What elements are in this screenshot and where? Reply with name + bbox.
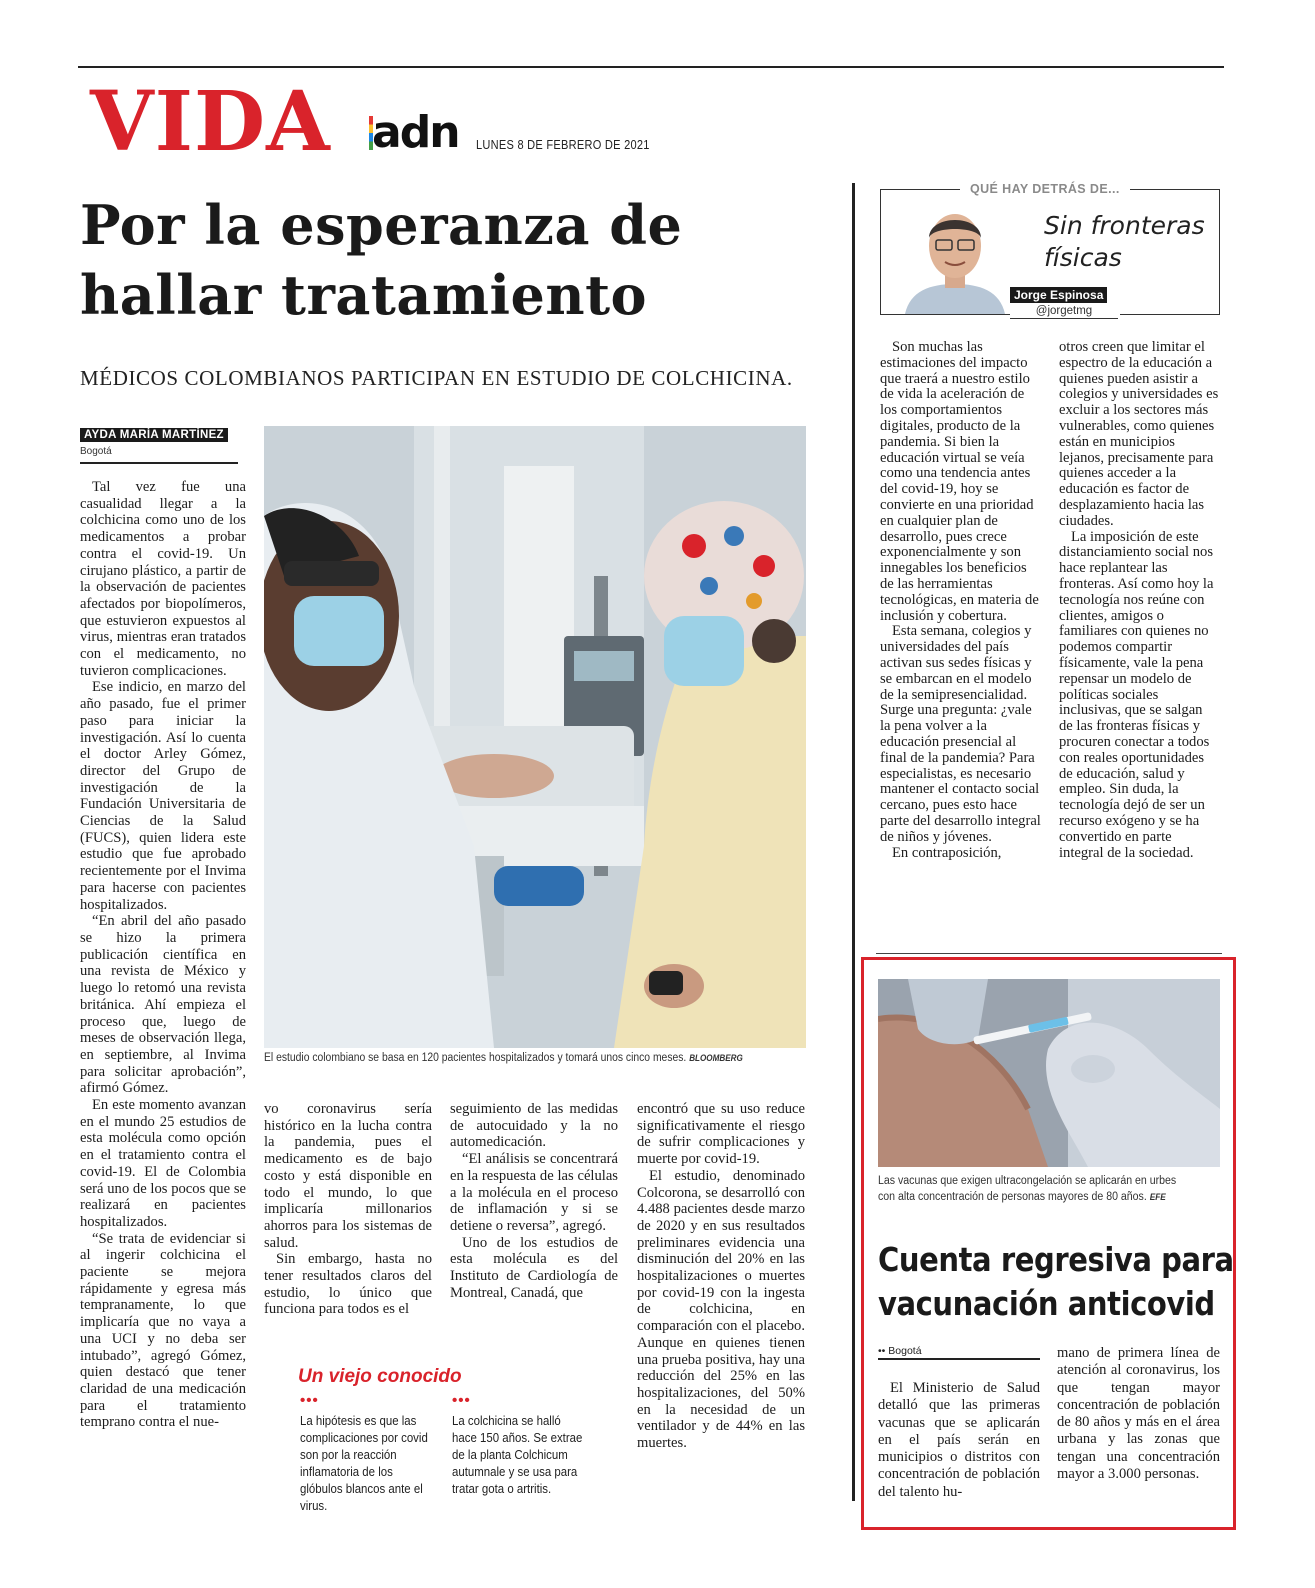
brief-headline-line-2: vacunación anticovid: [878, 1284, 1215, 1323]
paragraph: encontró que su uso reduce significativamente el riesgo de sufrir complicaciones y muerte por covid-19.: [637, 1101, 805, 1168]
brief-city: Bogotá: [888, 1345, 922, 1357]
brief-column-1: [878, 1380, 1040, 1501]
article-column-3: [450, 1101, 618, 1301]
bullet-dots: •••: [300, 1392, 319, 1409]
paragraph: “Se trata de evidenciar si al ingerir colchicina el paciente se mejora rápidamente y egresa más tempranamente, lo que implicaría que no vaya a una UCI y no deba ser intubado”, agregó Gómez, quien destacó que tener claridad de una medicación para el tratamiento temprano contra el nue-: [80, 1230, 246, 1431]
paragraph: seguimiento de las medidas de autocuidado y la no automedicación.: [450, 1101, 618, 1151]
paragraph: otros creen que limitar el espectro de la educación a quienes pueden asistir a colegios y universidades es excluir a los sectores más vulnerables, como quienes están en municipios lejanos, precisamente para quienes acceder a la educación es factor de desplazamiento hacia las ciudades.: [1059, 339, 1219, 529]
columnist-handle: @jorgetmg: [1010, 305, 1118, 319]
article-column-1: [80, 479, 246, 1431]
photo-caption-text: El estudio colombiano se basa en 120 pacientes hospitalizados y tomará unos cinco meses.: [264, 1052, 687, 1064]
sidebar-fact-2: La colchicina se halló hace 150 años. Se extrae de la planta Colchicum autumnale y se usa para tratar gota o artritis.: [452, 1413, 583, 1496]
author-byline: AYDA MARÍA MARTÍNEZ: [80, 428, 228, 442]
brief-headline: [878, 1238, 1234, 1326]
brief-column-2: [1057, 1345, 1220, 1483]
article-column-4: [637, 1101, 805, 1452]
paragraph: En contraposición,: [892, 844, 1002, 861]
opinion-box-border: [1120, 314, 1220, 315]
brand-logo: adn: [372, 107, 459, 158]
paragraph: Ese indicio, en marzo del año pasado, fue el primer paso para iniciar la investigación. Así lo cuenta el doctor Arley Gómez, director del Grupo de investigación de la Fundación Universitaria de Ciencias de la Salud (FUCS), quien lidera este estudio que fue aprobado recientemente por el Invima para hacerse con pacientes hospitalizados.: [80, 679, 246, 913]
article-column-2: [264, 1101, 432, 1318]
article-photo: [264, 426, 806, 1048]
article-headline: [80, 190, 840, 330]
hospital-scene-illustration: [264, 426, 806, 1048]
opinion-kicker: QUÉ HAY DETRÁS DE...: [960, 182, 1130, 196]
vaccine-photo-caption: [878, 1173, 1193, 1205]
paragraph: mano de primera línea de atención al coronavirus, los que tengan mayor concentración de población de 80 años y más en el área urbana y las zonas que tengan una concentración mayor a 3.000 personas.: [1057, 1345, 1220, 1483]
paragraph: Uno de los estudios de esta molécula es del Instituto de Cardiología de Montreal, Canadá, que: [450, 1234, 618, 1301]
opinion-box-border: [880, 314, 1010, 315]
columnist-name: Jorge Espinosa: [1010, 287, 1107, 303]
columnist-portrait: [900, 196, 1010, 314]
paragraph: Sin embargo, hasta no tener resultados claros del estudio, lo único que funciona para todos es el: [264, 1251, 432, 1318]
dateline-city: Bogotá: [80, 446, 112, 457]
brief-dateline-rule: [878, 1358, 1040, 1360]
vaccine-photo: [878, 979, 1220, 1167]
paragraph: “En abril del año pasado se hizo la primera publicación científica en una revista de México y luego lo retomó una revista británica. Ahí empieza el proceso que, luego de meses de observación llega, en septiembre, al Invima para solicitar aprobación”, afirmó Gómez.: [80, 913, 246, 1097]
opinion-column-1: [880, 340, 1042, 861]
paragraph: El Ministerio de Salud detalló que las primeras vacunas que se aplicarán en el país serán en municipios o distritos con concentración de población del talento hu-: [878, 1380, 1040, 1500]
photo-credit: BLOOMBERG: [689, 1053, 743, 1063]
paragraph: Esta semana, colegios y universidades del país activan sus sedes físicas y se embarcan en el modelo de la semipresencialidad. Surge una pregunta: ¿vale la pena volver a la educación presencial al final de la pandemia? Para especialistas, es necesario mantener el contacto social cercano, pues esto hace parte del desarrollo integral de niños y jóvenes.: [880, 623, 1041, 845]
top-rule: [78, 66, 1224, 68]
bullet-dots: •••: [452, 1392, 471, 1409]
brief-headline-line-1: Cuenta regresiva para: [878, 1240, 1234, 1279]
photo-caption: [264, 1052, 752, 1064]
paragraph: Son muchas las estimaciones del impacto que traerá a nuestro estilo de vida la aceleración de los comportamientos digitales, producto de la pandemia. Si bien la educación virtual se veía como una tendencia antes del covid-19, hoy se convierte en una prioridad en cualquier plan de desarrollo, pues crece exponencialmente y son innegables los beneficios de las herramientas tecnológicas, en materia de inclusión y cobertura.: [880, 339, 1039, 624]
section-divider: [876, 953, 1222, 954]
columnist-portrait-illustration: [900, 196, 1010, 314]
vaccine-caption-text: Las vacunas que exigen ultracongelación se aplicarán en urbes con alta concentración de personas mayores de 80 años.: [878, 1175, 1177, 1203]
paragraph: El estudio, denominado Colcorona, se desarrolló con 4.488 pacientes desde marzo de 2020 y en sus resultados preliminares evidencia una disminución del 20% en las hospitalizaciones o muertes por covid-19 con la ingesta de colchicina, en comparación con el placebo. Aunque en quienes tienen una prueba positiva, hay una reducción del 25% en las hospitalizaciones, del 50% en la necesidad de un ventilador y de 44% en las muertes.: [637, 1167, 805, 1452]
vaccine-photo-credit: EFE: [1149, 1192, 1166, 1202]
brief-dateline: •• Bogotá: [878, 1345, 922, 1357]
article-deck: MÉDICOS COLOMBIANOS PARTICIPAN EN ESTUDIO DE COLCHICINA.: [80, 366, 793, 390]
sidebar-box-title: Un viejo conocido: [298, 1366, 462, 1387]
opinion-box-border: [1219, 189, 1220, 315]
paragraph: “El análisis se concentrará en la respuesta de las células a la molécula en el proceso de inflamación y si se detiene o reversa”, agregó.: [450, 1151, 618, 1234]
opinion-column-2: [1059, 340, 1219, 861]
paragraph: En este momento avanzan en el mundo 25 estudios de esta molécula como opción en el tratamiento contra el covid-19. El de Colombia será uno de los pocos que se realizará en pacientes hospitalizados.: [80, 1097, 246, 1230]
column-divider: [852, 183, 855, 1501]
paragraph: vo coronavirus sería histórico en la lucha contra la pandemia, pues el medicamento es de bajo costo y está disponible en todo el mundo, lo que implicaría millonarios ahorros para los sistemas de salud.: [264, 1101, 432, 1251]
issue-date: LUNES 8 DE FEBRERO DE 2021: [476, 137, 650, 152]
opinion-box-border: [880, 189, 881, 315]
paragraph: Tal vez fue una casualidad llegar a la colchicina como uno de los medicamentos a probar contra el covid-19. Un cirujano plástico, a partir de la observación de pacientes afectados por biopolímeros, que estuvieron expuestos al virus, mientras eran tratados con el medicamento, no tuvieron complicaciones.: [80, 479, 246, 679]
headline-line-1: Por la esperanza de: [80, 193, 683, 257]
opinion-title: Sin fronteras físicas: [1044, 211, 1205, 272]
section-title: VIDA: [90, 74, 331, 170]
paragraph: La imposición de este distanciamiento social nos hace replantear las fronteras. Así como hoy la tecnología nos reúne con clientes, amigos o familiares con quienes no podemos compartir físicamente, vale la pena repensar un modelo de políticas sociales inclusivas, que se salgan de las fronteras físicas y procuren conectar a todos con reales oportunidades de educación, salud y empleo. Sin duda, la tecnología dejó de ser un recurso exógeno y se ha convertido en parte integral de la sociedad.: [1059, 528, 1214, 861]
sidebar-fact-1: La hipótesis es que las complicaciones por covid son por la reacción inflamatoria de los glóbulos blancos ante el virus.: [300, 1413, 428, 1513]
headline-line-2: hallar tratamiento: [80, 263, 648, 327]
byline-rule: [80, 462, 238, 464]
vaccination-illustration: [878, 979, 1220, 1167]
